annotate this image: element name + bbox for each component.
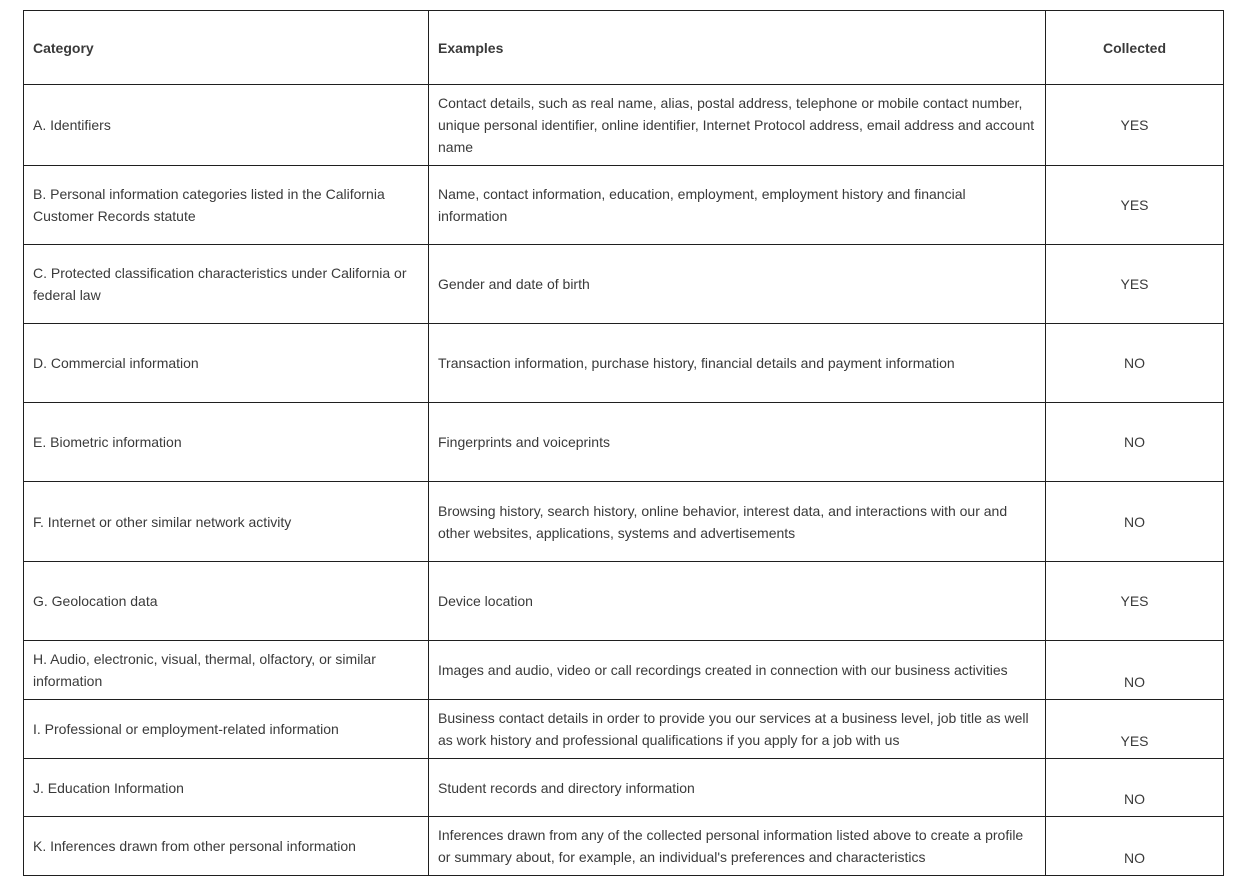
collected-cell: NO [1046, 817, 1224, 876]
category-cell: I. Professional or employment-related information [24, 700, 429, 759]
table-row [24, 759, 1224, 817]
examples-cell: Transaction information, purchase history, financial details and payment information [429, 324, 1046, 403]
table-row [24, 166, 1224, 245]
category-cell: K. Inferences drawn from other personal information [24, 817, 429, 876]
examples-cell: Browsing history, search history, online behavior, interest data, and interactions with our and other websites, applications, systems and advertisements [429, 482, 1046, 562]
collected-cell: NO [1046, 482, 1224, 562]
collected-cell: YES [1046, 245, 1224, 324]
personal-information-table [23, 10, 1224, 876]
personal-information-table-container [23, 10, 1223, 876]
collected-cell: YES [1046, 85, 1224, 166]
category-cell: H. Audio, electronic, visual, thermal, olfactory, or similar information [24, 641, 429, 700]
examples-cell: Fingerprints and voiceprints [429, 403, 1046, 482]
header-category: Category [24, 11, 429, 85]
collected-cell: YES [1046, 166, 1224, 245]
category-cell: D. Commercial information [24, 324, 429, 403]
category-cell: J. Education Information [24, 759, 429, 817]
examples-cell: Inferences drawn from any of the collected personal information listed above to create a profile or summary about, for example, an individual's preferences and characteristics [429, 817, 1046, 876]
header-collected: Collected [1046, 11, 1224, 85]
table-row [24, 85, 1224, 166]
table-row [24, 700, 1224, 759]
table-header-row [24, 11, 1224, 85]
examples-cell: Device location [429, 562, 1046, 641]
collected-cell: YES [1046, 700, 1224, 759]
header-examples: Examples [429, 11, 1046, 85]
collected-cell: NO [1046, 403, 1224, 482]
category-cell: A. Identifiers [24, 85, 429, 166]
examples-cell: Business contact details in order to provide you our services at a business level, job title as well as work history and professional qualifications if you apply for a job with us [429, 700, 1046, 759]
category-cell: F. Internet or other similar network activity [24, 482, 429, 562]
collected-cell: NO [1046, 324, 1224, 403]
examples-cell: Contact details, such as real name, alias, postal address, telephone or mobile contact number, unique personal identifier, online identifier, Internet Protocol address, email address and account name [429, 85, 1046, 166]
table-row [24, 245, 1224, 324]
category-cell: E. Biometric information [24, 403, 429, 482]
category-cell: B. Personal information categories listed in the California Customer Records statute [24, 166, 429, 245]
table-row [24, 482, 1224, 562]
collected-cell: YES [1046, 562, 1224, 641]
collected-cell: NO [1046, 641, 1224, 700]
examples-cell: Images and audio, video or call recordings created in connection with our business activities [429, 641, 1046, 700]
examples-cell: Name, contact information, education, employment, employment history and financial information [429, 166, 1046, 245]
table-row [24, 562, 1224, 641]
table-row [24, 641, 1224, 700]
table-row [24, 817, 1224, 876]
category-cell: C. Protected classification characteristics under California or federal law [24, 245, 429, 324]
table-row [24, 324, 1224, 403]
examples-cell: Student records and directory information [429, 759, 1046, 817]
category-cell: G. Geolocation data [24, 562, 429, 641]
table-row [24, 403, 1224, 482]
examples-cell: Gender and date of birth [429, 245, 1046, 324]
collected-cell: NO [1046, 759, 1224, 817]
